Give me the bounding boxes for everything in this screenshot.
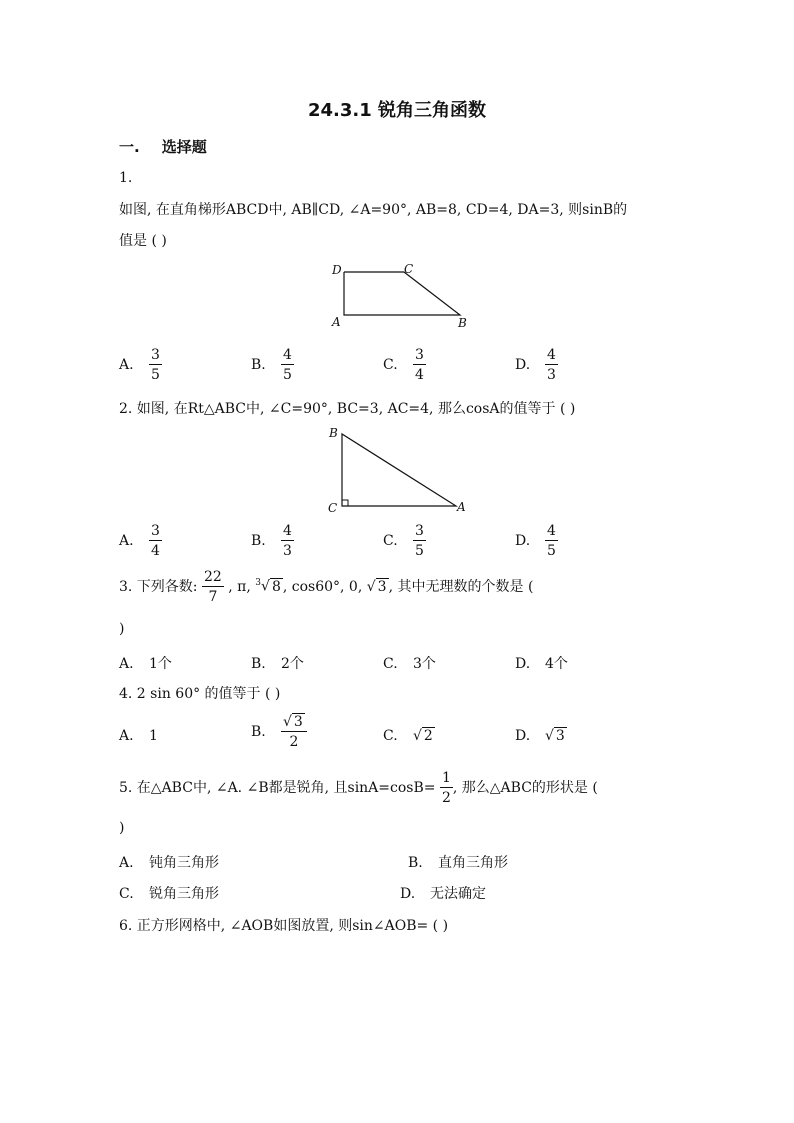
- label-b: B: [458, 316, 467, 330]
- q3-option-c[interactable]: C. 3个: [383, 656, 436, 672]
- label-a: A: [457, 500, 466, 514]
- square-root: √ 3: [545, 728, 565, 744]
- fraction: $\frac{3}{5}$: [415, 523, 424, 559]
- fraction: $\frac{4}{3}$: [283, 523, 292, 559]
- fraction: $\frac{4}{5}$: [547, 523, 556, 559]
- fraction: $\frac{3}{4}$: [151, 523, 160, 559]
- q5-text-continued: ): [119, 820, 125, 836]
- square-root: √ 3: [366, 579, 387, 595]
- q5-option-d[interactable]: D. 无法确定: [400, 886, 486, 902]
- fraction: $\frac{4}{5}$: [283, 347, 292, 383]
- q5-text: 5. 在△ABC中, ∠A. ∠B都是锐角, 且sinA=cosB= $\frac{1}{2}$ , 那么△ABC的形状是 (: [119, 770, 598, 806]
- q1-option-c[interactable]: C. $\frac{3}{4}$: [383, 347, 424, 383]
- q2-option-c[interactable]: C. $\frac{3}{5}$: [383, 523, 424, 559]
- fraction: $\frac{3}{5}$: [151, 347, 160, 383]
- q5-option-c[interactable]: C. 锐角三角形: [119, 886, 219, 902]
- q4-option-c[interactable]: C. √ 2: [383, 728, 433, 744]
- q3-option-a[interactable]: A. 1个: [119, 656, 172, 672]
- q2-option-a[interactable]: A. $\frac{3}{4}$: [119, 523, 160, 559]
- label-c: C: [404, 262, 414, 276]
- label-d: D: [332, 263, 342, 277]
- q4-option-b[interactable]: B. $\frac{√ 3}{2}$: [251, 715, 307, 749]
- q5-option-a[interactable]: A. 钝角三角形: [119, 855, 219, 871]
- section-label: 选择题: [161, 138, 207, 156]
- right-angle-marker: [342, 500, 348, 506]
- q4-option-d[interactable]: D. √ 3: [515, 728, 565, 744]
- section-heading: [119, 136, 207, 157]
- q3-text-continued: ): [119, 621, 125, 637]
- page-title: 24.3.1 锐角三角函数: [307, 100, 487, 121]
- q4-text: 4. 2 sin 60° 的值等于 ( ): [119, 686, 281, 702]
- q4-option-a[interactable]: A. 1: [119, 728, 158, 744]
- label-a: A: [332, 315, 341, 329]
- q2-option-b[interactable]: B. $\frac{4}{3}$: [251, 523, 292, 559]
- fraction-one-half: $\frac{1}{2}$: [441, 770, 451, 806]
- label-c: C: [328, 501, 338, 515]
- fraction-22-7: $\frac{22}{7}$: [203, 569, 222, 605]
- q5-option-b[interactable]: B. 直角三角形: [408, 855, 508, 871]
- q1-trapezoid-figure: [326, 258, 476, 338]
- q2-text: 2. 如图, 在Rt△ABC中, ∠C=90°, BC=3, AC=4, 那么cosA的值等于 ( ): [119, 401, 576, 417]
- q6-text: 6. 正方形网格中, ∠AOB如图放置, 则sin∠AOB= ( ): [119, 918, 449, 934]
- q2-triangle-figure: [326, 424, 472, 520]
- fraction-sqrt3-over-2: $\frac{√ 3}{2}$: [281, 715, 307, 749]
- q1-text-continued: 值是 ( ): [119, 233, 167, 249]
- q1-number: 1.: [119, 170, 133, 186]
- triangle-outline: [342, 434, 456, 506]
- q3-option-b[interactable]: B. 2个: [251, 656, 304, 672]
- q1-option-b[interactable]: B. $\frac{4}{5}$: [251, 347, 292, 383]
- fraction: $\frac{4}{3}$: [547, 347, 556, 383]
- q1-option-d[interactable]: D. $\frac{4}{3}$: [515, 347, 556, 383]
- q1-option-a[interactable]: A. $\frac{3}{5}$: [119, 347, 160, 383]
- trapezoid-outline: [344, 272, 460, 315]
- label-b: B: [329, 426, 338, 440]
- section-number: 一.: [119, 138, 140, 156]
- q3-text: 3. 下列各数: $\frac{22}{7}$ , π, $^3$√ 8 , cos60°, 0, √ 3 , 其中无理数的个数是 (: [119, 569, 534, 605]
- cube-root: $^3$√ 8: [255, 578, 281, 595]
- q1-text: 如图, 在直角梯形ABCD中, AB∥CD, ∠A=90°, AB=8, CD=4, DA=3, 则sinB的: [119, 202, 628, 218]
- fraction: $\frac{3}{4}$: [415, 347, 424, 383]
- q2-option-d[interactable]: D. $\frac{4}{5}$: [515, 523, 556, 559]
- q3-option-d[interactable]: D. 4个: [515, 656, 568, 672]
- square-root: √ 2: [413, 728, 433, 744]
